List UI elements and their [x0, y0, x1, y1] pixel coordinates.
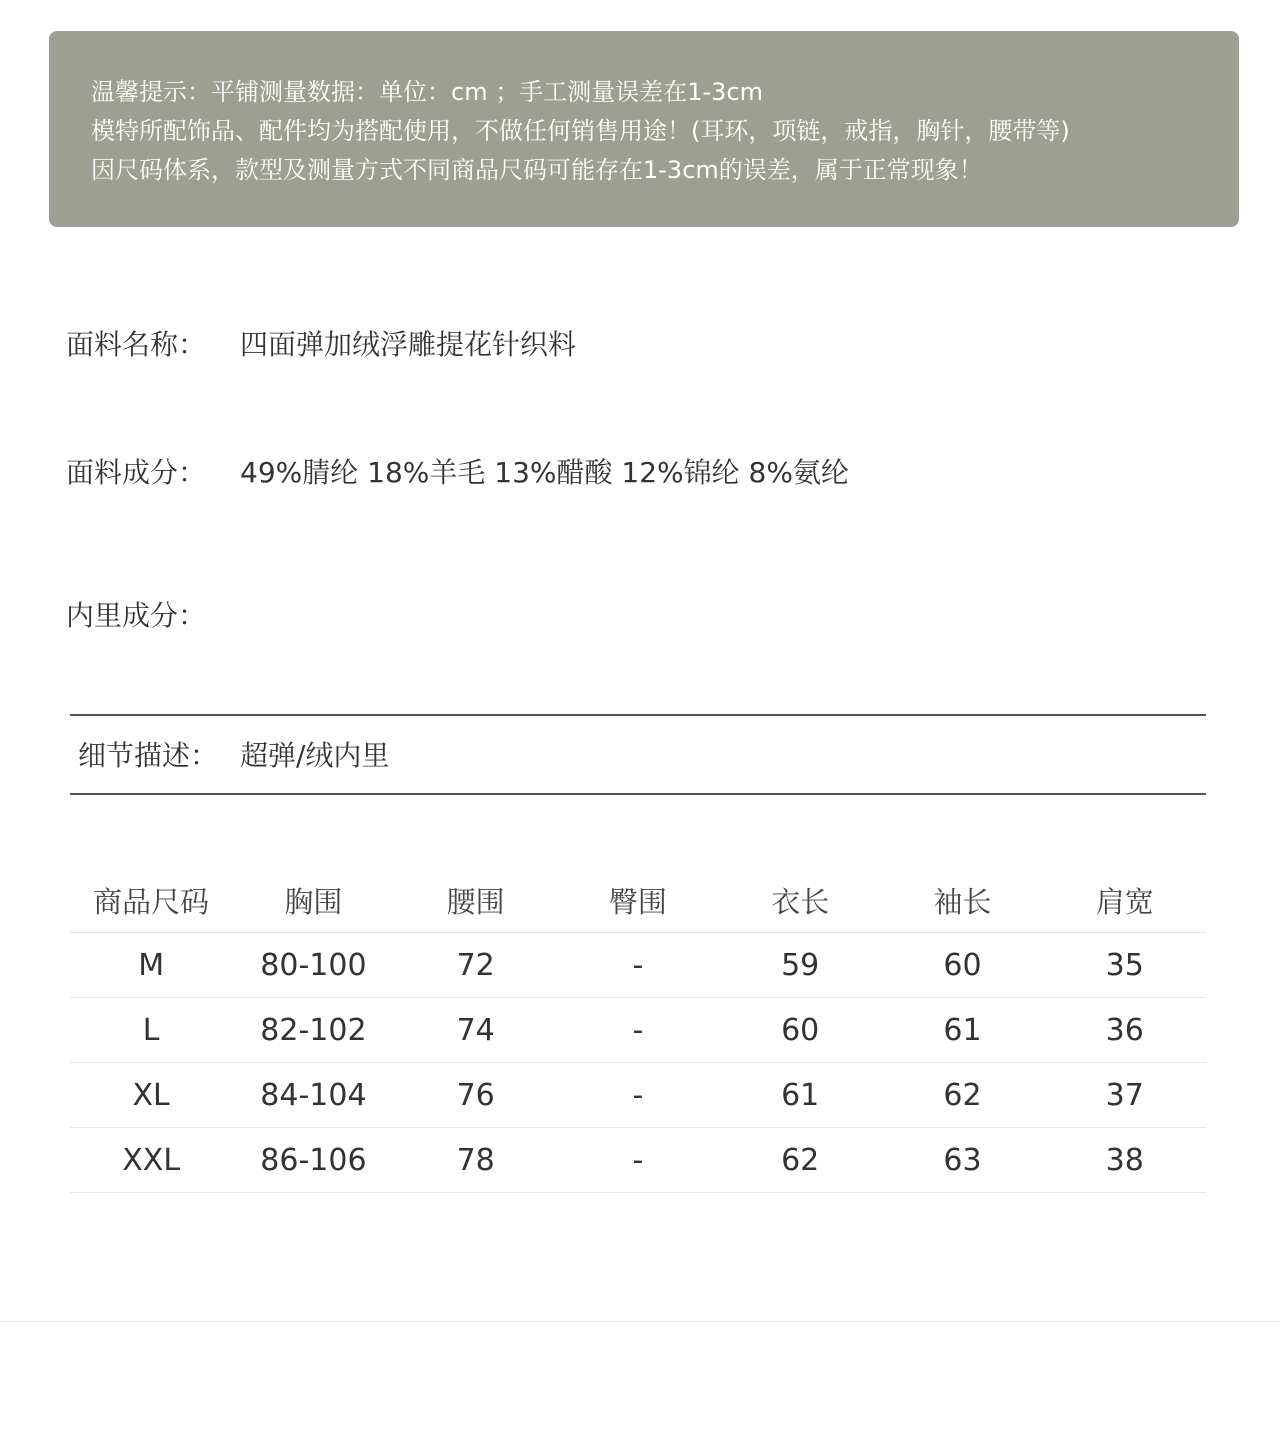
cell-size: XXL [122, 1142, 181, 1178]
cell-length: 62 [781, 1142, 820, 1178]
fabric-name-value: 四面弹加绒浮雕提花针织料 [240, 328, 577, 361]
table-row [70, 1128, 1206, 1193]
cell-shoulder: 36 [1105, 1012, 1144, 1048]
bottom-divider [0, 1321, 1280, 1322]
cell-hip: - [632, 1142, 644, 1178]
cell-waist: 72 [456, 947, 495, 983]
header-hip: 臀围 [608, 884, 667, 919]
size-table-header [70, 868, 1206, 933]
cell-chest: 82-102 [260, 1012, 367, 1048]
cell-hip: - [632, 947, 644, 983]
cell-chest: 86-106 [260, 1142, 367, 1178]
detail-bottom-divider [70, 793, 1206, 795]
cell-sleeve: 60 [943, 947, 982, 983]
fabric-name-label: 面料名称： [66, 328, 207, 361]
header-sleeve: 袖长 [933, 884, 992, 919]
cell-hip: - [632, 1012, 644, 1048]
cell-sleeve: 63 [943, 1142, 982, 1178]
detail-value: 超弹/绒内里 [240, 739, 390, 772]
cell-size: M [138, 947, 165, 983]
cell-shoulder: 37 [1105, 1077, 1144, 1113]
header-chest: 胸围 [284, 884, 343, 919]
notice-line-accessories: 模特所配饰品、配件均为搭配使用，不做任何销售用途！(耳环，项链，戒指，胸针，腰带等) [91, 117, 1070, 145]
cell-shoulder: 38 [1105, 1142, 1144, 1178]
cell-sleeve: 61 [943, 1012, 982, 1048]
cell-length: 60 [781, 1012, 820, 1048]
cell-shoulder: 35 [1105, 947, 1144, 983]
cell-waist: 76 [456, 1077, 495, 1113]
detail-top-divider [70, 714, 1206, 716]
lining-composition-label: 内里成分： [66, 599, 207, 632]
cell-size: XL [132, 1077, 170, 1113]
cell-waist: 78 [456, 1142, 495, 1178]
table-row [70, 1063, 1206, 1128]
notice-banner [49, 31, 1239, 227]
table-row [70, 933, 1206, 998]
cell-length: 59 [781, 947, 820, 983]
cell-hip: - [632, 1077, 644, 1113]
cell-size: L [142, 1012, 160, 1048]
header-size: 商品尺码 [93, 884, 210, 919]
cell-waist: 74 [456, 1012, 495, 1048]
table-row [70, 998, 1206, 1063]
cell-sleeve: 62 [943, 1077, 982, 1113]
size-table [70, 868, 1206, 1193]
fabric-composition-label: 面料成分： [66, 456, 207, 489]
detail-label: 细节描述： [78, 739, 219, 772]
cell-length: 61 [781, 1077, 820, 1113]
notice-line-measurement: 温馨提示：平铺测量数据：单位：cm ；手工测量误差在1-3cm [91, 78, 763, 106]
header-shoulder: 肩宽 [1095, 884, 1154, 919]
fabric-composition-value: 49%腈纶 18%羊毛 13%醋酸 12%锦纶 8%氨纶 [240, 456, 849, 489]
header-waist: 腰围 [446, 884, 505, 919]
notice-line-error: 因尺码体系，款型及测量方式不同商品尺码可能存在1-3cm的误差，属于正常现象！ [91, 156, 983, 184]
cell-chest: 84-104 [260, 1077, 367, 1113]
header-length: 衣长 [771, 884, 830, 919]
cell-chest: 80-100 [260, 947, 367, 983]
